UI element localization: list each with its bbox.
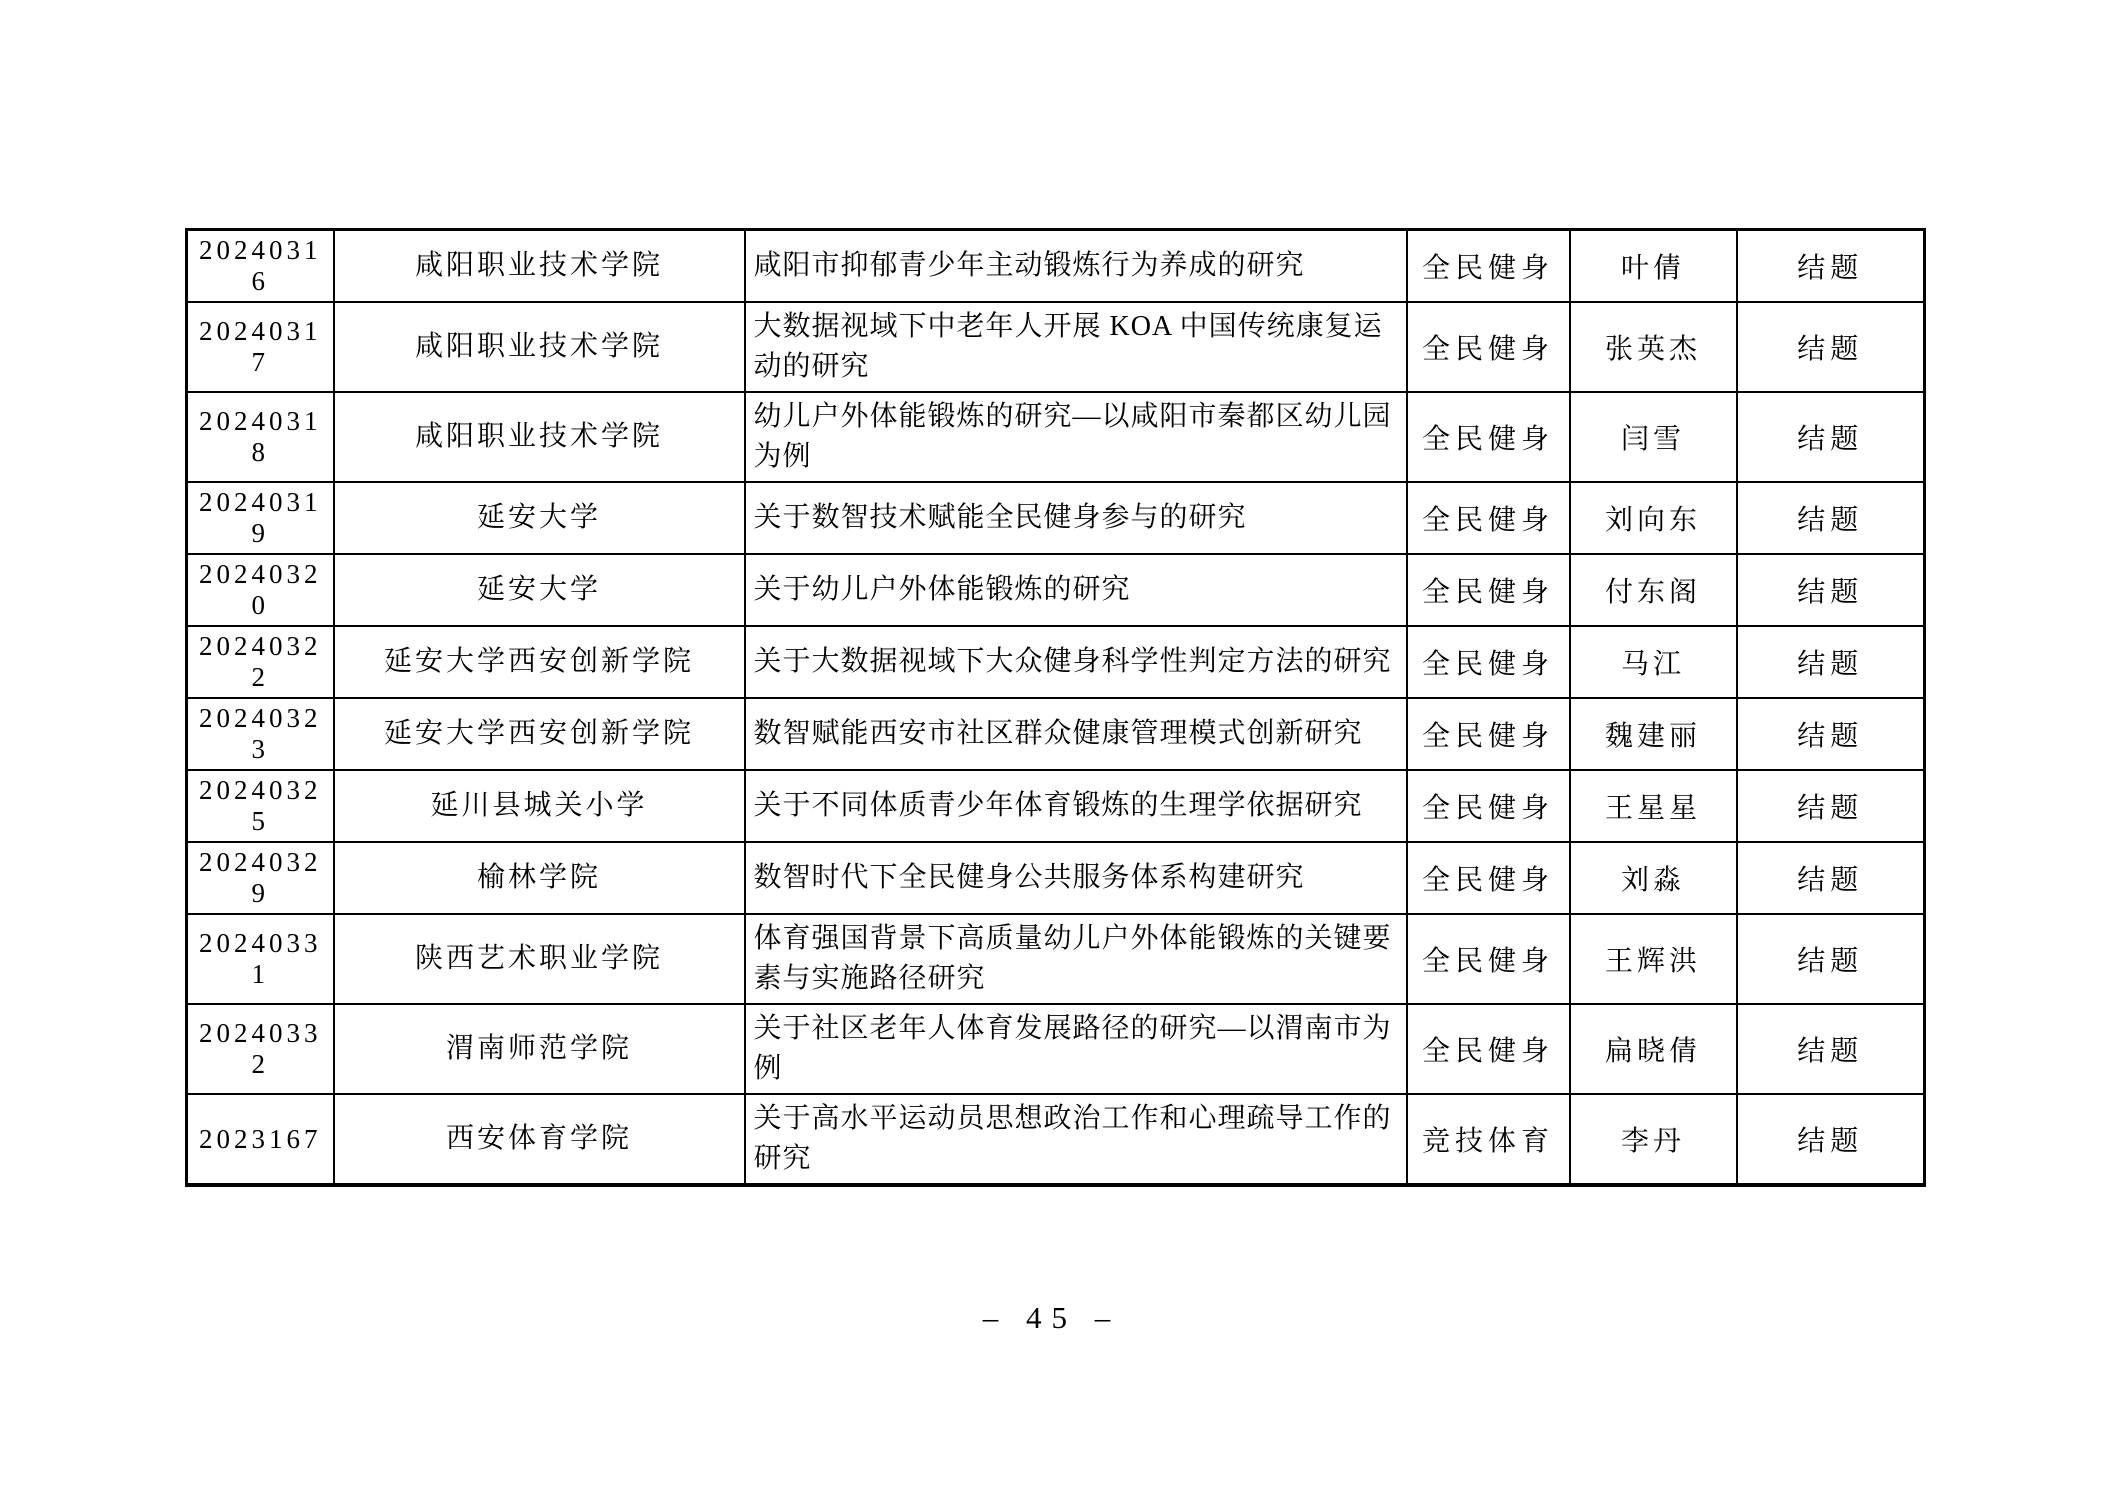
leader-name-cell: 王辉洪 bbox=[1570, 914, 1737, 1004]
project-id-cell: 20240319 bbox=[187, 482, 334, 554]
status-cell: 结题 bbox=[1737, 302, 1925, 392]
projects-table bbox=[185, 228, 1926, 1187]
status-cell: 结题 bbox=[1737, 626, 1925, 698]
project-id-cell: 20240331 bbox=[187, 914, 334, 1004]
status-cell: 结题 bbox=[1737, 230, 1925, 303]
leader-name-cell: 马江 bbox=[1570, 626, 1737, 698]
project-title-cell: 幼儿户外体能锻炼的研究—以咸阳市秦都区幼儿园为例 bbox=[745, 392, 1407, 482]
page-number: – 45 – bbox=[982, 1300, 1121, 1335]
project-title-cell: 大数据视域下中老年人开展 KOA 中国传统康复运动的研究 bbox=[745, 302, 1407, 392]
status-cell: 结题 bbox=[1737, 554, 1925, 626]
status-cell: 结题 bbox=[1737, 698, 1925, 770]
project-title-cell: 数智时代下全民健身公共服务体系构建研究 bbox=[745, 842, 1407, 914]
table-row bbox=[187, 1094, 1925, 1185]
leader-name-cell: 扁晓倩 bbox=[1570, 1004, 1737, 1094]
institution-cell: 延安大学西安创新学院 bbox=[334, 698, 745, 770]
project-id-cell: 20240320 bbox=[187, 554, 334, 626]
institution-cell: 延安大学 bbox=[334, 482, 745, 554]
category-cell: 全民健身 bbox=[1407, 302, 1570, 392]
projects-table-body bbox=[187, 230, 1925, 1186]
table-row bbox=[187, 698, 1925, 770]
category-cell: 竞技体育 bbox=[1407, 1094, 1570, 1185]
project-id-cell: 20240317 bbox=[187, 302, 334, 392]
project-id-cell: 20240316 bbox=[187, 230, 334, 303]
table-row bbox=[187, 230, 1925, 303]
project-title-cell: 关于不同体质青少年体育锻炼的生理学依据研究 bbox=[745, 770, 1407, 842]
table-row bbox=[187, 392, 1925, 482]
leader-name-cell: 闫雪 bbox=[1570, 392, 1737, 482]
project-id-cell: 20240332 bbox=[187, 1004, 334, 1094]
institution-cell: 渭南师范学院 bbox=[334, 1004, 745, 1094]
leader-name-cell: 王星星 bbox=[1570, 770, 1737, 842]
status-cell: 结题 bbox=[1737, 842, 1925, 914]
status-cell: 结题 bbox=[1737, 1004, 1925, 1094]
leader-name-cell: 魏建丽 bbox=[1570, 698, 1737, 770]
institution-cell: 西安体育学院 bbox=[334, 1094, 745, 1185]
project-title-cell: 关于数智技术赋能全民健身参与的研究 bbox=[745, 482, 1407, 554]
institution-cell: 陕西艺术职业学院 bbox=[334, 914, 745, 1004]
institution-cell: 咸阳职业技术学院 bbox=[334, 392, 745, 482]
project-id-cell: 20240329 bbox=[187, 842, 334, 914]
project-title-cell: 关于幼儿户外体能锻炼的研究 bbox=[745, 554, 1407, 626]
table-row bbox=[187, 482, 1925, 554]
project-id-cell: 20240322 bbox=[187, 626, 334, 698]
category-cell: 全民健身 bbox=[1407, 770, 1570, 842]
leader-name-cell: 刘淼 bbox=[1570, 842, 1737, 914]
institution-cell: 榆林学院 bbox=[334, 842, 745, 914]
status-cell: 结题 bbox=[1737, 914, 1925, 1004]
category-cell: 全民健身 bbox=[1407, 842, 1570, 914]
project-title-cell: 数智赋能西安市社区群众健康管理模式创新研究 bbox=[745, 698, 1407, 770]
table-row bbox=[187, 914, 1925, 1004]
table-row bbox=[187, 554, 1925, 626]
project-id-cell: 20240318 bbox=[187, 392, 334, 482]
project-title-cell: 体育强国背景下高质量幼儿户外体能锻炼的关键要素与实施路径研究 bbox=[745, 914, 1407, 1004]
table-row bbox=[187, 770, 1925, 842]
leader-name-cell: 刘向东 bbox=[1570, 482, 1737, 554]
status-cell: 结题 bbox=[1737, 1094, 1925, 1185]
category-cell: 全民健身 bbox=[1407, 914, 1570, 1004]
table-row bbox=[187, 842, 1925, 914]
project-title-cell: 关于社区老年人体育发展路径的研究—以渭南市为例 bbox=[745, 1004, 1407, 1094]
status-cell: 结题 bbox=[1737, 482, 1925, 554]
category-cell: 全民健身 bbox=[1407, 1004, 1570, 1094]
project-title-cell: 关于高水平运动员思想政治工作和心理疏导工作的研究 bbox=[745, 1094, 1407, 1185]
table-row bbox=[187, 626, 1925, 698]
table-row bbox=[187, 1004, 1925, 1094]
table-row bbox=[187, 302, 1925, 392]
project-title-cell: 咸阳市抑郁青少年主动锻炼行为养成的研究 bbox=[745, 230, 1407, 303]
leader-name-cell: 李丹 bbox=[1570, 1094, 1737, 1185]
leader-name-cell: 付东阁 bbox=[1570, 554, 1737, 626]
category-cell: 全民健身 bbox=[1407, 392, 1570, 482]
project-title-cell: 关于大数据视域下大众健身科学性判定方法的研究 bbox=[745, 626, 1407, 698]
category-cell: 全民健身 bbox=[1407, 230, 1570, 303]
institution-cell: 延安大学西安创新学院 bbox=[334, 626, 745, 698]
leader-name-cell: 张英杰 bbox=[1570, 302, 1737, 392]
category-cell: 全民健身 bbox=[1407, 482, 1570, 554]
institution-cell: 咸阳职业技术学院 bbox=[334, 302, 745, 392]
status-cell: 结题 bbox=[1737, 770, 1925, 842]
institution-cell: 延安大学 bbox=[334, 554, 745, 626]
category-cell: 全民健身 bbox=[1407, 698, 1570, 770]
category-cell: 全民健身 bbox=[1407, 554, 1570, 626]
project-id-cell: 20240325 bbox=[187, 770, 334, 842]
project-id-cell: 20240323 bbox=[187, 698, 334, 770]
category-cell: 全民健身 bbox=[1407, 626, 1570, 698]
status-cell: 结题 bbox=[1737, 392, 1925, 482]
leader-name-cell: 叶倩 bbox=[1570, 230, 1737, 303]
institution-cell: 延川县城关小学 bbox=[334, 770, 745, 842]
project-id-cell: 2023167 bbox=[187, 1094, 334, 1185]
institution-cell: 咸阳职业技术学院 bbox=[334, 230, 745, 303]
